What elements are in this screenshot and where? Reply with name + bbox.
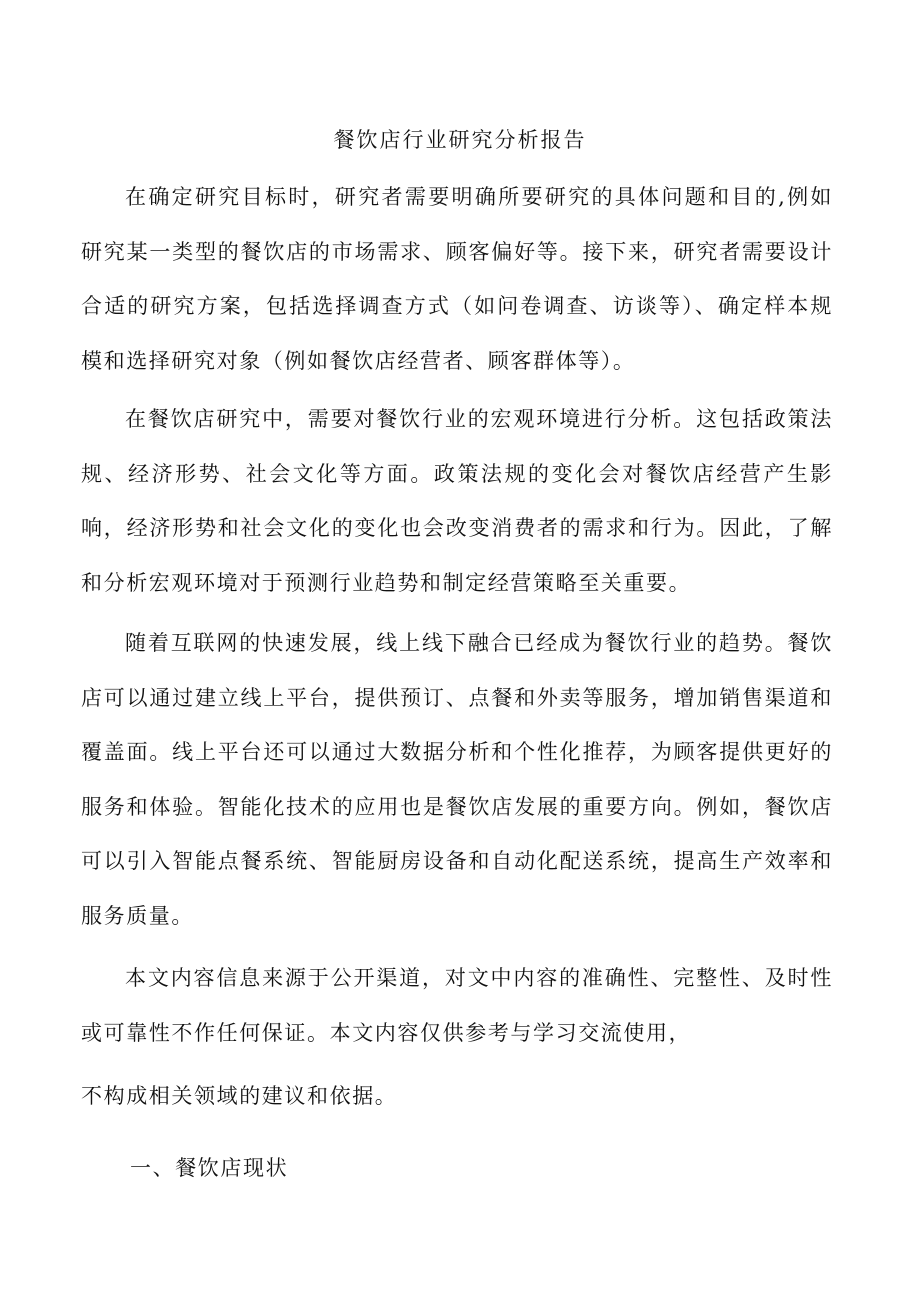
document-title: 餐饮店行业研究分析报告 [333, 128, 587, 152]
section-heading: 一、餐饮店现状 [130, 1156, 289, 1180]
paragraph-online-offline-trend: 随着互联网的快速发展，线上线下融合已经成为餐饮行业的趋势。餐饮店可以通过建立线上平台，提供预订、点餐和外卖等服务，增加销售渠道和覆盖面。线上平台还可以通过大数据分析和个性化推荐，为顾客提供更好的服务和体验。智能化技术的应用也是餐饮店发展的重要方向。例如，餐饮店可以引入智能点餐系统、智能厨房设备和自动化配送系统，提高生产效率和服务质量。 [81, 631, 833, 928]
paragraph-disclaimer: 本文内容信息来源于公开渠道，对文中内容的准确性、完整性、及时性或可靠性不作任何保证。本文内容仅供参考与学习交流使用， [81, 966, 833, 1045]
paragraph-macro-environment: 在餐饮店研究中，需要对餐饮行业的宏观环境进行分析。这包括政策法规、经济形势、社会文化等方面。政策法规的变化会对餐饮店经营产生影响，经济形势和社会文化的变化也会改变消费者的需求和行为。因此，了解和分析宏观环境对于预测行业趋势和制定经营策略至关重要。 [81, 407, 833, 595]
disclaimer-tail: 不构成相关领域的建议和依据。 [81, 1084, 398, 1108]
paragraph-research-goals: 在确定研究目标时，研究者需要明确所要研究的具体问题和目的,例如研究某一类型的餐饮店的市场需求、顾客偏好等。接下来，研究者需要设计合适的研究方案，包括选择调查方式（如问卷调查、访谈等）、确定样本规模和选择研究对象（例如餐饮店经营者、顾客群体等）。 [81, 185, 833, 373]
